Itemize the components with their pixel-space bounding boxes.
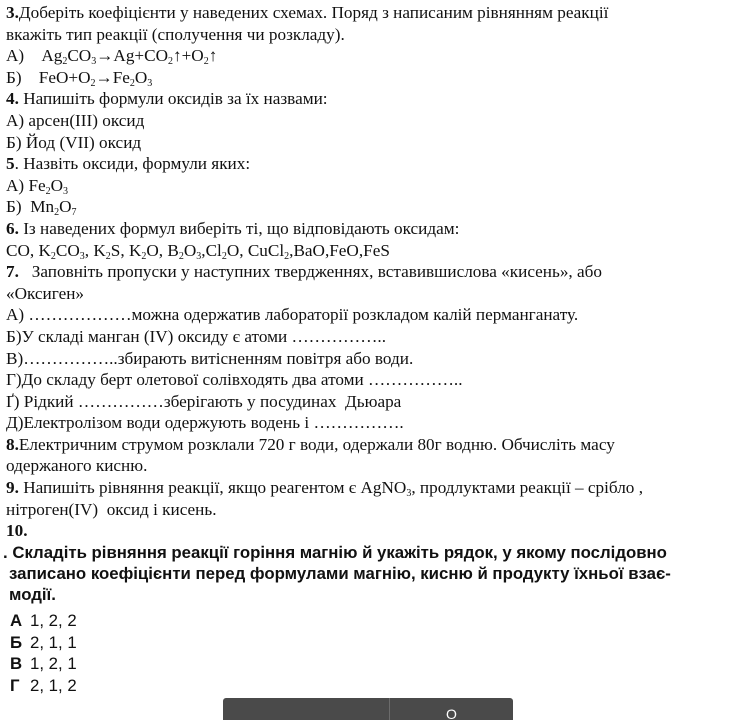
option-letter: Г <box>10 675 20 695</box>
formula-subscript: 2 <box>105 250 111 262</box>
formula-part: O, CuCl <box>226 240 285 260</box>
q8-line2: одержаного кисню. <box>6 456 148 476</box>
formula-part: , K <box>84 240 106 260</box>
q3-line2: вкажіть тип реакції (сполучення чи розкладу). <box>6 24 345 44</box>
q9-text1a: Напишіть рівняння реакції, якщо реагентом є AgNO <box>18 478 407 498</box>
formula-subscript: 7 <box>71 207 77 219</box>
option-value: 2, 1, 2 <box>30 675 77 695</box>
formula-subscript: 3 <box>91 56 97 68</box>
formula-subscript: 2 <box>141 250 147 262</box>
q9-number: 9. <box>6 478 19 498</box>
q5-b-label: Б) <box>6 197 22 217</box>
q4-option-a: А) арсен(ІІІ) оксид <box>6 110 145 130</box>
q4-number: 4. <box>6 89 19 109</box>
formula-part: ↑+O <box>173 46 204 66</box>
q10-number: 10. <box>6 521 28 541</box>
q5-line <box>6 153 728 175</box>
formula-part: O <box>134 67 148 87</box>
formula-part: O, B <box>146 240 179 260</box>
q6-number: 6. <box>6 218 19 238</box>
q6-text: Із наведених формул виберіть ті, що відповідають оксидам: <box>18 218 460 238</box>
q3-a-label: А) <box>6 46 25 66</box>
q7-number: 7. <box>6 262 19 282</box>
toolbar-button-label: О <box>446 706 457 722</box>
q3-a-formula <box>41 46 218 68</box>
formula-part: ↑ <box>208 46 218 66</box>
q10-options <box>10 610 77 696</box>
formula-subscript: 2 <box>54 207 60 219</box>
q10-text-line1: . Складіть рівняння реакції горіння магнію й укажіть рядок, у якому послідовно <box>3 543 667 562</box>
bottom-toolbar <box>223 698 513 720</box>
q6-formulas <box>6 240 728 262</box>
formula-part: →Ag+CO <box>96 46 168 66</box>
q10-line <box>6 520 728 542</box>
q9-line1 <box>6 477 728 499</box>
formula-part: ,BaO,FeO,FeS <box>289 240 390 260</box>
q10-option <box>10 632 77 654</box>
option-letter: В <box>10 654 23 673</box>
option-value: 1, 2, 1 <box>30 654 77 673</box>
formula-part: CO <box>67 46 92 66</box>
formula-part: ,Cl <box>201 240 222 260</box>
formula-subscript: 2 <box>168 56 173 68</box>
q7-item: Ґ) Рідкий ……………зберігають у посудинах Дьюара <box>6 391 402 411</box>
q10-option <box>10 610 77 632</box>
formula-subscript: 2 <box>203 56 209 68</box>
q8-text1: Електричним струмом розклали 720 г води, одержали 80г водню. Обчисліть масу <box>18 434 615 454</box>
q10-option <box>10 653 77 675</box>
formula-part: O <box>50 175 64 195</box>
q4-text: Напишіть формули оксидів за їх назвами: <box>18 89 328 109</box>
formula-subscript: 2 <box>178 250 184 262</box>
formula-subscript: 2 <box>129 77 135 89</box>
q3-option-b <box>6 67 728 89</box>
formula-subscript: 3 <box>79 250 85 262</box>
formula-part: O <box>183 240 197 260</box>
q7-item: Б)У складі манган (IV) оксиду є атоми …………….. <box>6 326 386 346</box>
q3-b-label: Б) <box>6 67 22 87</box>
formula-subscript: 2 <box>221 250 227 262</box>
q3-option-a <box>6 45 728 67</box>
q3-text1: Доберіть коефіцієнти у наведених схемах. Поряд з написаним рівнянням реакції <box>18 3 609 22</box>
q8-line1 <box>6 434 728 456</box>
option-letter: Б <box>10 632 23 652</box>
q7-line1 <box>6 261 728 283</box>
toolbar-button-right[interactable] <box>390 698 513 720</box>
formula-subscript: 2 <box>62 56 68 68</box>
q5-number: 5 <box>6 154 15 174</box>
q7-line2: «Оксиген» <box>6 283 84 303</box>
q10-option <box>10 675 77 697</box>
q3-line1 <box>6 2 728 24</box>
formula-subscript: 3 <box>196 250 202 262</box>
q5-a-formula <box>28 176 68 195</box>
formula-part: →Fe <box>95 67 130 87</box>
q3-b-formula <box>39 68 153 87</box>
q10-text-line3: модії. <box>9 585 56 604</box>
document-body <box>6 2 728 542</box>
q7-item: В)……………..збирають витісненням повітря або води. <box>6 348 414 368</box>
option-value: 1, 2, 2 <box>30 611 77 630</box>
formula-part: CO, K <box>6 240 51 260</box>
q10-text-line2: записано коефіцієнти перед формулами магнію, кисню й продукту їхньої взає- <box>9 564 671 583</box>
formula-subscript: 2 <box>45 185 51 197</box>
q9-subscript: 3 <box>406 488 412 500</box>
q9-line2: нітроген(IV) оксид і кисень. <box>6 499 217 519</box>
formula-subscript: 2 <box>50 250 56 262</box>
q10-question <box>3 542 731 605</box>
formula-part: S, K <box>110 240 142 260</box>
formula-part: CO <box>55 240 80 260</box>
toolbar-button-left[interactable] <box>223 698 390 720</box>
option-letter: А <box>10 611 23 630</box>
q7-text1: Заповніть пропуски у наступних твердженнях, вставившислова «кисень», або <box>18 262 602 282</box>
q9-text1b: , продлуктами реакції – срібло , <box>411 478 643 498</box>
q5-option-b <box>6 196 728 218</box>
formula-part: Ag <box>41 46 63 66</box>
formula-part: Fe <box>28 175 46 195</box>
q6-formula-list <box>6 241 390 260</box>
q7-item: А) ………………можна одержатив лабораторії розкладом калій перманганату. <box>6 305 579 325</box>
q5-text: . Назвіть оксиди, формули яких: <box>14 154 251 174</box>
formula-part: Mn <box>30 197 55 217</box>
q7-item: Г)До складу берт олетової солівходять два атоми …………….. <box>6 370 463 390</box>
formula-subscript: 2 <box>284 250 290 262</box>
q5-option-a <box>6 175 728 197</box>
q8-number: 8. <box>6 434 19 454</box>
q5-a-label: А) <box>6 175 25 195</box>
q4-option-b: Б) Йод (VII) оксид <box>6 132 142 152</box>
q3-number: 3. <box>6 3 19 22</box>
formula-part: FeO+O <box>38 67 91 87</box>
q6-line <box>6 218 728 240</box>
formula-subscript: 3 <box>63 185 69 197</box>
option-value: 2, 1, 1 <box>30 632 77 652</box>
formula-part: O <box>59 197 72 217</box>
formula-subscript: 3 <box>147 77 153 89</box>
q5-b-formula <box>30 197 77 219</box>
q7-item: Д)Електролізом води одержують водень і ……………. <box>6 413 404 433</box>
q4-line <box>6 88 728 110</box>
formula-subscript: 2 <box>90 77 96 89</box>
